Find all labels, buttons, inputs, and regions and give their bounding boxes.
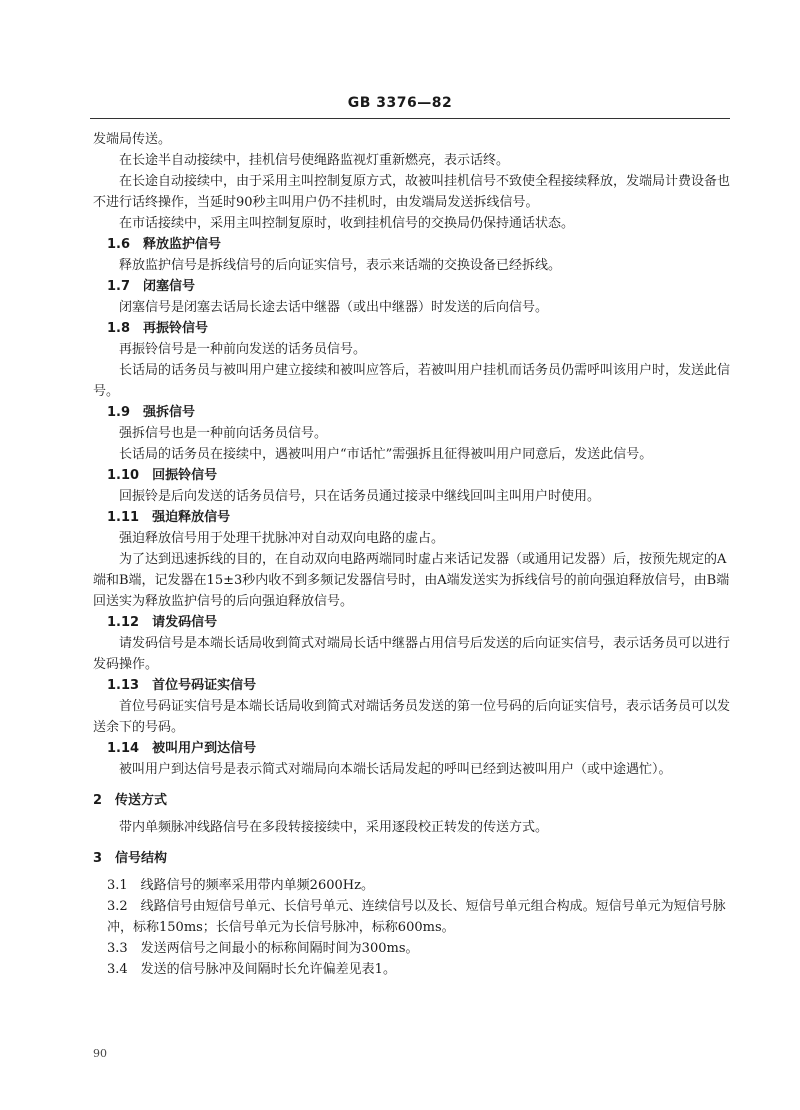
paragraph: 请发码信号是本端长话局收到简式对端局长话中继器占用信号后发送的后向证实信号，表示话务员可以进行发码操作。 [93, 636, 731, 672]
section-heading: 3 信号结构 [93, 851, 168, 866]
paragraph: 长话局的话务员与被叫用户建立接续和被叫应答后，若被叫用户挂机而话务员仍需呼叫该用户时，发送此信号。 [93, 363, 731, 399]
subsection-heading: 1.9 强拆信号 [107, 405, 196, 420]
subsection-heading: 1.8 再振铃信号 [107, 321, 209, 336]
subsection-heading: 1.6 释放监护信号 [107, 237, 222, 252]
page-number: 90 [93, 1047, 107, 1060]
paragraph: 释放监护信号是拆线信号的后向证实信号，表示来话端的交换设备已经拆线。 [119, 258, 562, 273]
paragraph: 带内单频脉冲线路信号在多段转接接续中，采用逐段校正转发的传送方式。 [119, 820, 549, 835]
paragraph: 在长途半自动接续中，挂机信号使绳路监视灯重新燃亮，表示话终。 [119, 153, 510, 168]
paragraph: 长话局的话务员在接续中，遇被叫用户“市话忙”需强拆且征得被叫用户同意后，发送此信号。 [119, 447, 653, 462]
paragraph: 在长途自动接续中，由于采用主叫控制复原方式，故被叫挂机信号不致使全程接续释放，发端局计费设备也不进行话终操作，当延时90秒主叫用户仍不挂机时，由发端局发送拆线信号。 [93, 174, 731, 210]
subsection-heading: 1.13 首位号码证实信号 [107, 678, 257, 693]
paragraph: 为了达到迅速拆线的目的，在自动双向电路两端同时虚占来话记发器（或通用记发器）后，按预先规定的A端和B端，记发器在15±3秒内收不到多频记发器信号时，由A端发送实为拆线信号的前向强迫释放信号，由B端回送实为释放监护信号的后向强迫释放信号。 [93, 552, 730, 609]
document-body [93, 129, 731, 980]
clause: 3.4 发送的信号脉冲及间隔时长允许偏差见表1。 [107, 962, 396, 977]
paragraph: 强拆信号也是一种前向话务员信号。 [119, 426, 328, 441]
clause: 3.2 线路信号由短信号单元、长信号单元、连续信号以及长、短信号单元组合构成。短信号单元为短信号脉冲，标称150ms；长信号单元为长信号脉冲，标称600ms。 [107, 899, 726, 935]
subsection-heading: 1.10 回振铃信号 [107, 468, 218, 483]
paragraph: 再振铃信号是一种前向发送的话务员信号。 [119, 342, 367, 357]
paragraph: 被叫用户到达信号是表示简式对端局向本端长话局发起的呼叫已经到达被叫用户（或中途遇忙）。 [119, 762, 672, 777]
paragraph: 首位号码证实信号是本端长话局收到简式对端话务员发送的第一位号码的后向证实信号，表示话务员可以发送余下的号码。 [93, 699, 731, 735]
subsection-heading: 1.7 闭塞信号 [107, 279, 196, 294]
clause: 3.1 线路信号的频率采用带内单频2600Hz。 [107, 878, 374, 893]
paragraph: 发端局传送。 [93, 132, 172, 147]
page-header: GB 3376—82 [347, 95, 453, 111]
paragraph: 在市话接续中，采用主叫控制复原时，收到挂机信号的交换局仍保持通话状态。 [119, 216, 575, 231]
clause: 3.3 发送两信号之间最小的标称间隔时间为300ms。 [107, 941, 419, 956]
subsection-heading: 1.11 强迫释放信号 [107, 510, 231, 525]
paragraph: 强迫释放信号用于处理干扰脉冲对自动双向电路的虚占。 [119, 531, 445, 546]
paragraph: 闭塞信号是闭塞去话局长途去话中继器（或出中继器）时发送的后向信号。 [119, 300, 549, 315]
header-rule [90, 118, 730, 119]
section-heading: 2 传送方式 [93, 793, 168, 808]
subsection-heading: 1.14 被叫用户到达信号 [107, 741, 257, 756]
paragraph: 回振铃是后向发送的话务员信号，只在话务员通过接录中继线回叫主叫用户时使用。 [119, 489, 601, 504]
subsection-heading: 1.12 请发码信号 [107, 615, 218, 630]
